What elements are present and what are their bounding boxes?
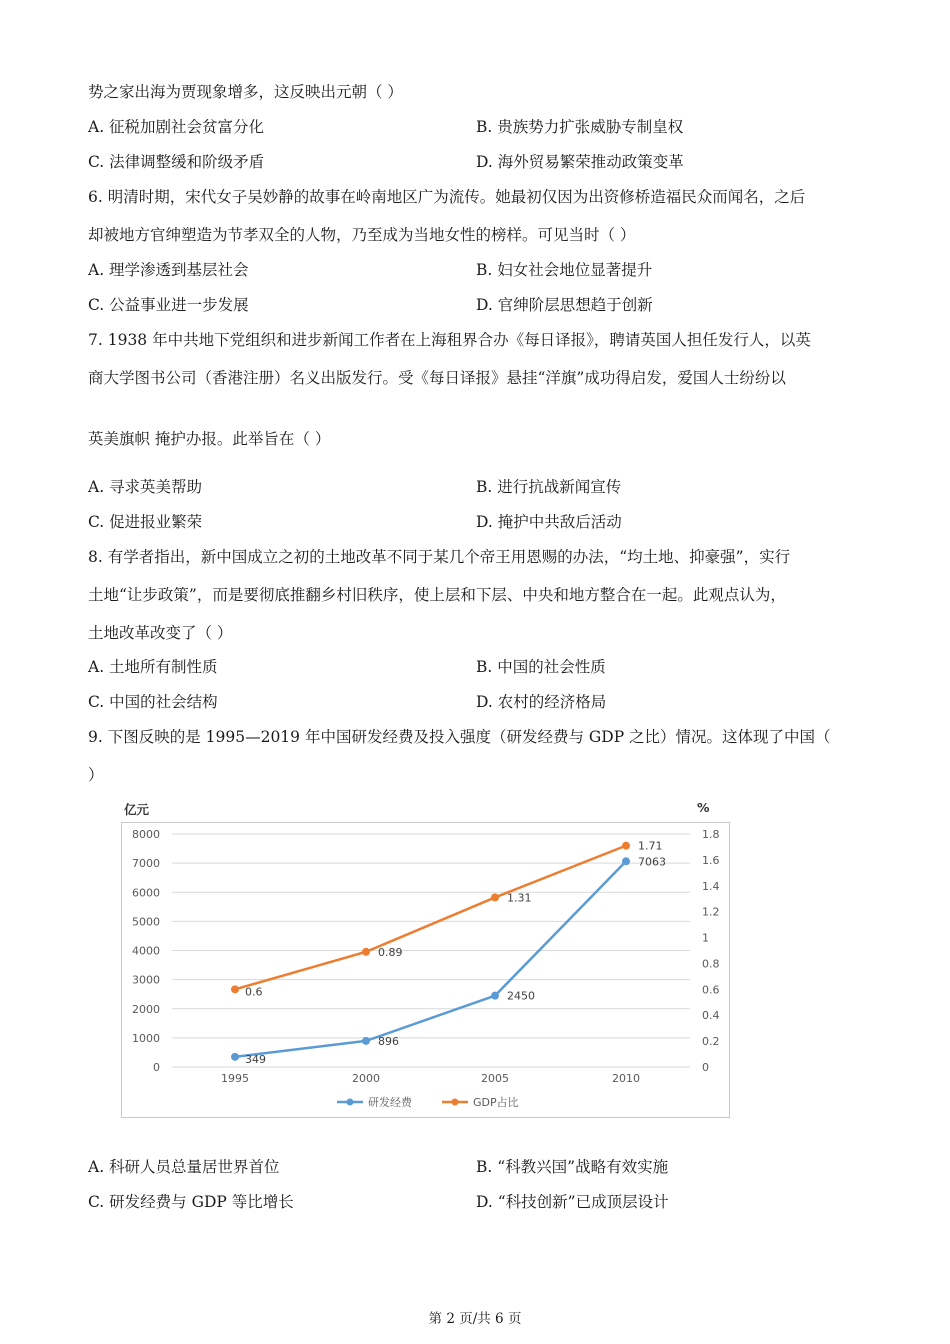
q7-option-b[interactable]: B. 进行抗战新闻宣传	[476, 478, 622, 496]
left-tick-label: 8000	[132, 828, 160, 841]
left-tick-label: 7000	[132, 857, 160, 871]
x-tick-label: 2000	[352, 1072, 380, 1085]
data-point	[362, 948, 370, 956]
question-6-line-1: 6. 明清时期，宋代女子吴妙静的故事在岭南地区广为流传。她最初仅因为出资修桥造福民众而闻名，之后	[88, 188, 806, 206]
right-tick-label: 0.6	[702, 983, 720, 997]
series-line-0	[235, 861, 626, 1057]
right-tick-label: 1.8	[702, 828, 720, 841]
left-tick-label: 2000	[132, 1002, 160, 1016]
question-9-line-1: 9. 下图反映的是 1995—2019 年中国研发经费及投入强度（研发经费与 GDP 之比）情况。这体现了中国（	[88, 728, 831, 746]
question-9-line-2: ）	[88, 766, 104, 784]
data-label: 7063	[638, 855, 666, 869]
data-point	[622, 842, 630, 850]
q8-option-d[interactable]: D. 农村的经济格局	[476, 693, 607, 711]
q9-option-c[interactable]: C. 研发经费与 GDP 等比增长	[88, 1193, 294, 1211]
q9-option-d[interactable]: D. “科技创新”已成顶层设计	[476, 1193, 669, 1211]
q9-option-b[interactable]: B. “科教兴国”战略有效实施	[476, 1158, 669, 1176]
data-point	[231, 1053, 239, 1061]
right-tick-label: 1.6	[702, 853, 720, 867]
right-tick-label: 0.8	[702, 957, 720, 971]
x-tick-label: 1995	[221, 1072, 249, 1085]
q5-option-d[interactable]: D. 海外贸易繁荣推动政策变革	[476, 153, 684, 171]
left-tick-label: 3000	[132, 973, 160, 987]
chart-frame	[121, 822, 730, 1118]
question-8-line-1: 8. 有学者指出，新中国成立之初的土地改革不同于某几个帝王用恩赐的办法，“均土地、抑豪强”，实行	[88, 548, 791, 566]
question-7-line-2: 商大学图书公司（香港注册）名义出版发行。受《每日译报》悬挂“洋旗”成功得启发，爱国人士纷纷以	[88, 369, 786, 387]
right-tick-label: 0.4	[702, 1009, 720, 1023]
left-tick-label: 1000	[132, 1031, 160, 1045]
right-tick-label: 1.2	[702, 905, 720, 919]
left-tick-label: 4000	[132, 944, 160, 958]
q7-option-c[interactable]: C. 促进报业繁荣	[88, 513, 203, 531]
question-7-line-3: 英美旗帜 掩护办报。此举旨在（ ）	[88, 430, 331, 448]
left-tick-label: 6000	[132, 886, 160, 900]
data-label: 0.89	[378, 945, 403, 959]
legend-label: GDP占比	[473, 1096, 519, 1109]
data-label: 1.71	[638, 839, 663, 853]
data-label: 349	[245, 1052, 266, 1066]
data-label: 1.31	[507, 891, 532, 905]
right-tick-label: 0	[702, 1061, 709, 1074]
series-line-1	[235, 846, 626, 990]
data-label: 2450	[507, 989, 535, 1003]
data-point	[491, 893, 499, 901]
data-label: 896	[378, 1034, 399, 1048]
chart-right-unit: %	[697, 800, 710, 815]
q7-option-a[interactable]: A. 寻求英美帮助	[88, 478, 203, 496]
rd-expenditure-chart	[122, 823, 729, 1117]
data-point	[491, 992, 499, 1000]
q5-option-a[interactable]: A. 征税加剧社会贫富分化	[88, 118, 265, 136]
q6-option-d[interactable]: D. 官绅阶层思想趋于创新	[476, 296, 653, 314]
right-tick-label: 1	[702, 931, 709, 945]
q6-option-b[interactable]: B. 妇女社会地位显著提升	[476, 261, 653, 279]
q8-option-a[interactable]: A. 土地所有制性质	[88, 658, 218, 676]
question-6-line-2: 却被地方官绅塑造为节孝双全的人物，乃至成为当地女性的榜样。可见当时（ ）	[88, 226, 636, 244]
legend-marker	[452, 1099, 459, 1106]
right-tick-label: 0.2	[702, 1035, 720, 1049]
left-tick-label: 0	[153, 1061, 160, 1074]
page-footer: 第 2 页/共 6 页	[428, 1311, 522, 1327]
right-tick-label: 1.4	[702, 879, 720, 893]
question-7-line-1: 7. 1938 年中共地下党组织和进步新闻工作者在上海租界合办《每日译报》，聘请英国人担任发行人，以英	[88, 331, 811, 349]
q6-option-c[interactable]: C. 公益事业进一步发展	[88, 296, 249, 314]
left-tick-label: 5000	[132, 915, 160, 929]
question-5-stem-tail: 势之家出海为贾现象增多，这反映出元朝（ ）	[88, 83, 403, 101]
x-tick-label: 2010	[612, 1072, 640, 1085]
data-point	[231, 985, 239, 993]
question-8-line-2: 土地“让步政策”，而是要彻底推翻乡村旧秩序，使上层和下层、中央和地方整合在一起。此观点认为，	[88, 586, 786, 604]
q8-option-b[interactable]: B. 中国的社会性质	[476, 658, 606, 676]
q8-option-c[interactable]: C. 中国的社会结构	[88, 693, 218, 711]
q5-option-c[interactable]: C. 法律调整缓和阶级矛盾	[88, 153, 265, 171]
chart-left-unit: 亿元	[124, 802, 150, 817]
legend-label: 研发经费	[368, 1096, 412, 1109]
question-8-line-3: 土地改革改变了（ ）	[88, 624, 233, 642]
q5-option-b[interactable]: B. 贵族势力扩张威胁专制皇权	[476, 118, 684, 136]
data-point	[362, 1037, 370, 1045]
legend-marker	[347, 1099, 354, 1106]
q6-option-a[interactable]: A. 理学渗透到基层社会	[88, 261, 249, 279]
x-tick-label: 2005	[481, 1072, 509, 1085]
q9-option-a[interactable]: A. 科研人员总量居世界首位	[88, 1158, 280, 1176]
q7-option-d[interactable]: D. 掩护中共敌后活动	[476, 513, 622, 531]
data-label: 0.6	[245, 985, 263, 999]
data-point	[622, 857, 630, 865]
